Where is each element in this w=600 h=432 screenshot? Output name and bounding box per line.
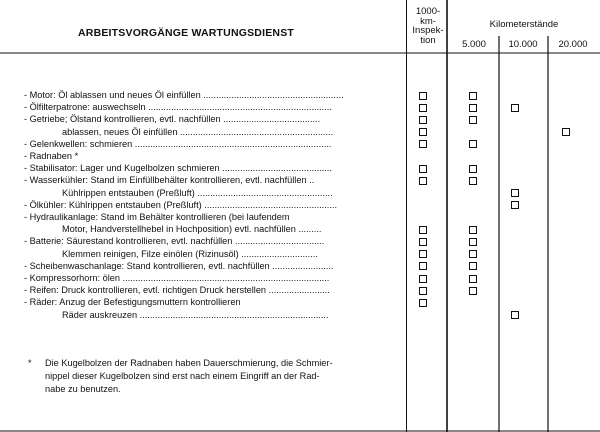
checkbox-5000-km[interactable] — [469, 116, 477, 124]
checkbox-10000-km[interactable] — [511, 104, 519, 112]
checkbox-1000-km[interactable] — [419, 275, 427, 283]
task-row-text: - Getriebe; Ölstand kontrollieren, evtl. nachfüllen ...................................... — [24, 114, 321, 125]
checkbox-5000-km[interactable] — [469, 226, 477, 234]
task-row-text: Motor, Handverstellhebel in Hochposition) evtl. nachfüllen ......... — [62, 224, 322, 235]
checkbox-1000-km[interactable] — [419, 287, 427, 295]
checkbox-5000-km[interactable] — [469, 275, 477, 283]
checkbox-1000-km[interactable] — [419, 226, 427, 234]
checkbox-1000-km[interactable] — [419, 116, 427, 124]
checkbox-1000-km[interactable] — [419, 92, 427, 100]
task-row-text: - Stabilisator: Lager und Kugelbolzen schmieren ........................................... — [24, 163, 332, 174]
task-row-text: - Batterie: Säurestand kontrollieren, evtl. nachfüllen ................................... — [24, 236, 325, 247]
checkbox-5000-km[interactable] — [469, 262, 477, 270]
checkbox-5000-km[interactable] — [469, 250, 477, 258]
task-row-text: - Radnaben * — [24, 151, 79, 161]
task-row-text: - Scheibenwaschanlage: Stand kontrollieren, evtl. nachfüllen ........................ — [24, 260, 334, 271]
task-row-text: - Wasserkühler: Stand im Einfüllbehälter kontrollieren, evtl. nachfüllen .. — [24, 175, 315, 186]
inspection-header-line: tion — [420, 34, 436, 46]
checkbox-1000-km[interactable] — [419, 140, 427, 148]
task-row-text: - Räder: Anzug der Befestigungsmuttern kontrollieren — [24, 297, 241, 308]
column-header-5000: 5.000 — [462, 39, 486, 50]
checkbox-1000-km[interactable] — [419, 128, 427, 136]
checkbox-5000-km[interactable] — [469, 238, 477, 246]
task-row-text: - Gelenkwellen: schmieren ............................................................................. — [24, 138, 332, 149]
checkbox-10000-km[interactable] — [511, 189, 519, 197]
footnote-text: Die Kugelbolzen der Radnaben haben Dauerschmierung, die Schmier- nippel dieser Kugelbolzen sind erst nach einem Eingriff an der Rad- nabe zu benutzen. — [45, 358, 333, 394]
checkbox-5000-km[interactable] — [469, 140, 477, 148]
task-row-text: Räder auskreuzen .......................................................................... — [62, 309, 329, 320]
checkbox-5000-km[interactable] — [469, 287, 477, 295]
checkbox-5000-km[interactable] — [469, 92, 477, 100]
checkbox-5000-km[interactable] — [469, 177, 477, 185]
checkbox-1000-km[interactable] — [419, 177, 427, 185]
inspection-header — [409, 7, 447, 45]
task-row-text: Kühlrippen entstauben (Preßluft) ..................................................... — [62, 187, 333, 198]
mileage-group-header: Kilometerstände — [489, 19, 559, 30]
task-row-text: - Ölkühler: Kühlrippen entstauben (Preßluft) .................................................... — [24, 199, 337, 210]
task-row-text: - Reifen: Druck kontrollieren, evtl. richtigen Druck herstellen ........................ — [24, 285, 330, 296]
checkbox-1000-km[interactable] — [419, 238, 427, 246]
task-row-text: - Kompressorhorn: ölen ................................................................................. — [24, 273, 330, 283]
inspection-header-line: 1000- — [415, 6, 441, 17]
task-row-text: ablassen, neues Öl einfüllen ............................................................ — [62, 126, 334, 137]
column-header-20000: 20.000 — [558, 39, 588, 50]
column-header-10000: 10.000 — [508, 39, 538, 50]
checkbox-5000-km[interactable] — [469, 165, 477, 173]
checkbox-5000-km[interactable] — [469, 104, 477, 112]
checkbox-1000-km[interactable] — [419, 299, 427, 307]
checkbox-1000-km[interactable] — [419, 262, 427, 270]
checkbox-1000-km[interactable] — [419, 250, 427, 258]
checkbox-10000-km[interactable] — [511, 311, 519, 319]
task-row-text: - Ölfilterpatrone: auswechseln ........................................................................ — [24, 102, 332, 113]
page-title: ARBEITSVORGÄNGE WARTUNGSDIENST — [78, 27, 295, 39]
checkbox-20000-km[interactable] — [562, 128, 570, 136]
task-row-text: Klemmen reinigen, Filze einölen (Rizinusöl) .............................. — [62, 248, 318, 259]
task-row-text: - Hydraulikanlage: Stand im Behälter kontrollieren (bei laufendem — [24, 212, 290, 222]
checkbox-1000-km[interactable] — [419, 165, 427, 173]
footnote-marker: * — [28, 358, 32, 368]
checkbox-10000-km[interactable] — [511, 201, 519, 209]
checkbox-1000-km[interactable] — [419, 104, 427, 112]
inspection-header-line: Inspek- — [412, 25, 444, 36]
inspection-header-line: km- — [420, 15, 436, 27]
task-row-text: - Motor: Öl ablassen und neues Öl einfüllen ....................................................... — [24, 90, 344, 100]
